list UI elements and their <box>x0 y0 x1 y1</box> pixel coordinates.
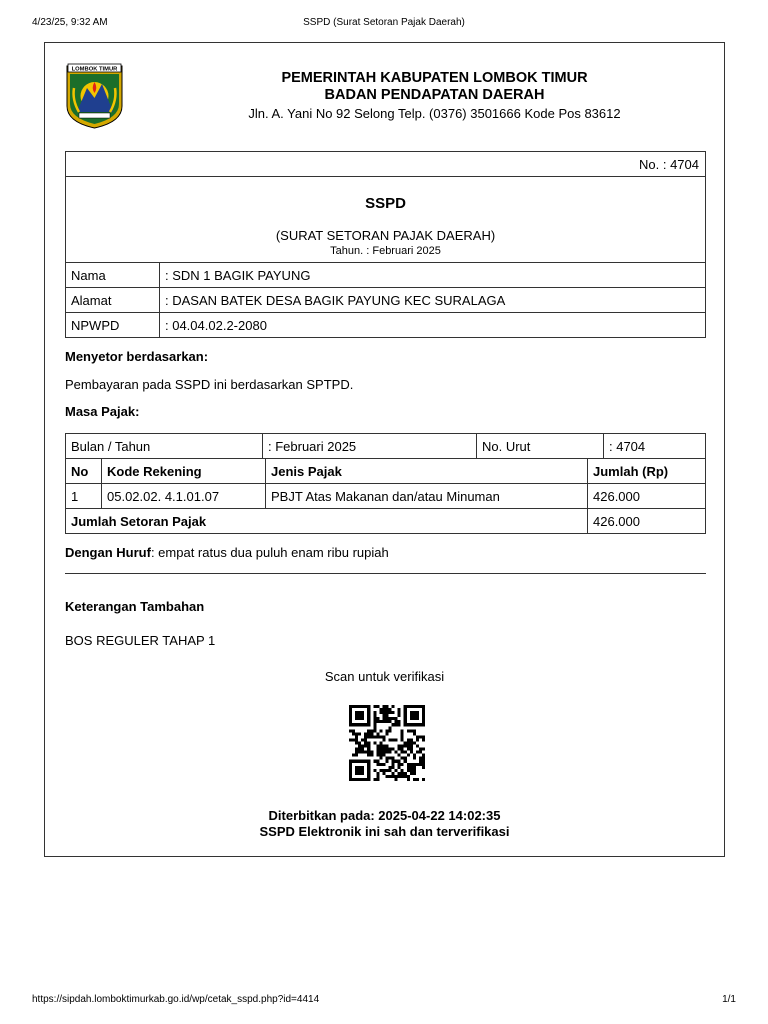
table-row <box>66 288 706 313</box>
table-row <box>66 484 706 509</box>
table-header-row <box>66 459 706 484</box>
total-label: Jumlah Setoran Pajak <box>66 509 588 534</box>
document-title-block <box>65 176 706 263</box>
notes-text: BOS REGULER TAHAP 1 <box>65 633 216 648</box>
table-total-row <box>66 509 706 534</box>
period-value: : Februari 2025 <box>263 434 477 459</box>
item-no: 1 <box>66 484 102 509</box>
in-words-value: : empat ratus dua puluh enam ribu rupiah <box>150 545 389 560</box>
print-datetime: 4/23/25, 9:32 AM <box>32 17 108 28</box>
taxpayer-name-value: : SDN 1 BAGIK PAYUNG <box>160 263 706 288</box>
sspd-document <box>44 42 725 857</box>
period-label: Bulan / Tahun <box>66 434 263 459</box>
scan-instruction: Scan untuk verifikasi <box>324 669 445 684</box>
government-header <box>185 70 684 124</box>
masa-pajak-table <box>65 433 706 459</box>
col-header-no: No <box>66 459 102 484</box>
col-header-kode: Kode Rekening <box>102 459 266 484</box>
taxpayer-info-table <box>65 262 706 338</box>
col-header-jenis: Jenis Pajak <box>266 459 588 484</box>
table-row <box>66 263 706 288</box>
print-footer <box>32 994 736 1008</box>
print-page-number: 1/1 <box>722 994 736 1005</box>
col-header-jumlah: Jumlah (Rp) <box>588 459 706 484</box>
basis-heading: Menyetor berdasarkan: <box>65 349 209 364</box>
table-row <box>66 434 706 459</box>
basis-text: Pembayaran pada SSPD ini berdasarkan SPTPD. <box>65 377 354 392</box>
qr-code-icon <box>345 705 429 781</box>
total-value: 426.000 <box>588 509 706 534</box>
table-row <box>66 313 706 338</box>
in-words <box>65 545 389 560</box>
item-jumlah: 426.000 <box>588 484 706 509</box>
item-kode: 05.02.02. 4.1.01.07 <box>102 484 266 509</box>
document-year: Tahun. : Februari 2025 <box>330 245 441 257</box>
document-number-row <box>65 151 706 177</box>
masa-pajak-heading: Masa Pajak: <box>65 404 140 419</box>
print-url: https://sipdah.lomboktimurkab.go.id/wp/cetak_sspd.php?id=4414 <box>32 994 320 1005</box>
logo-banner-text: LOMBOK TIMUR <box>71 66 118 73</box>
taxpayer-address-value: : DASAN BATEK DESA BAGIK PAYUNG KEC SURALAGA <box>160 288 706 313</box>
in-words-label: Dengan Huruf <box>65 545 151 560</box>
gov-line-1: PEMERINTAH KABUPATEN LOMBOK TIMUR <box>281 70 588 86</box>
urut-value: : 4704 <box>604 434 706 459</box>
taxpayer-npwpd-value: : 04.04.02.2-2080 <box>160 313 706 338</box>
lombok-timur-logo-icon <box>65 62 124 130</box>
divider <box>65 573 706 574</box>
issued-at: Diterbitkan pada: 2025-04-22 14:02:35 <box>268 808 501 823</box>
tax-items-table <box>65 458 706 534</box>
taxpayer-name-label: Nama <box>66 263 160 288</box>
gov-line-2: BADAN PENDAPATAN DAERAH <box>324 87 545 103</box>
document-number: No. : 4704 <box>639 157 699 172</box>
taxpayer-address-label: Alamat <box>66 288 160 313</box>
validity-statement: SSPD Elektronik ini sah dan terverifikasi <box>259 824 510 839</box>
gov-address: Jln. A. Yani No 92 Selong Telp. (0376) 3501666 Kode Pos 83612 <box>248 106 621 121</box>
print-page-title: SSPD (Surat Setoran Pajak Daerah) <box>303 17 465 28</box>
urut-label: No. Urut <box>477 434 604 459</box>
notes-heading: Keterangan Tambahan <box>65 599 205 614</box>
taxpayer-npwpd-label: NPWPD <box>66 313 160 338</box>
print-header <box>32 17 736 31</box>
item-jenis: PBJT Atas Makanan dan/atau Minuman <box>266 484 588 509</box>
document-subtitle: (SURAT SETORAN PAJAK DAERAH) <box>275 228 496 243</box>
document-title: SSPD <box>365 195 406 212</box>
